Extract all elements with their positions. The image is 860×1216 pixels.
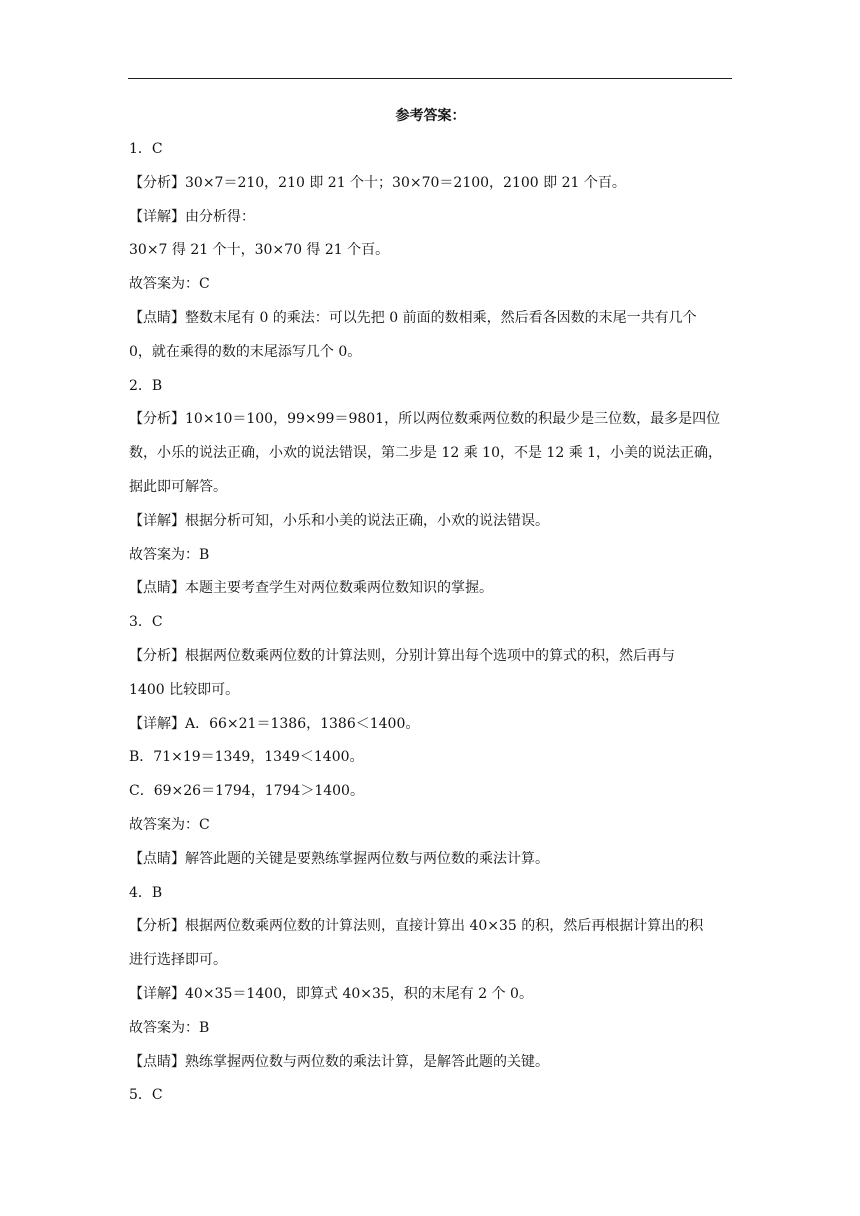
answer-4-analysis: 【分析】根据两位数乘两位数的计算法则，直接计算出 40×35 的积，然后再根据计算出的积 [129, 918, 704, 935]
answer-3-analysis: 【分析】根据两位数乘两位数的计算法则，分别计算出每个选项中的算式的积，然后再与 [129, 647, 675, 664]
answer-4-result: 故答案为：B [129, 1019, 210, 1036]
answer-3-choice: 3．C [129, 614, 163, 631]
header-rule [128, 78, 732, 79]
answer-3-detail-b: B．71×19＝1349，1349＜1400。 [129, 749, 364, 766]
answer-3-tip: 【点睛】解答此题的关键是要熟练掌握两位数与两位数的乘法计算。 [129, 850, 549, 867]
answer-1-detail: 【详解】由分析得： [129, 208, 255, 225]
answer-2-result: 故答案为：B [129, 546, 210, 563]
answer-1-tip-continued: 0，就在乘得的数的末尾添写几个 0。 [129, 343, 362, 360]
answer-2-analysis: 【分析】10×10＝100，99×99＝9801，所以两位数乘两位数的积最少是三位数，最多是四位 [129, 411, 721, 428]
answer-4-tip: 【点睛】熟练掌握两位数与两位数的乘法计算，是解答此题的关键。 [129, 1053, 549, 1070]
answer-4-analysis-continued: 进行选择即可。 [129, 952, 227, 969]
answer-1-analysis: 【分析】30×7＝210，210 即 21 个十；30×70＝2100，2100 即 21 个百。 [129, 174, 626, 191]
answer-2-tip: 【点睛】本题主要考查学生对两位数乘两位数知识的掌握。 [129, 580, 493, 597]
answer-1-choice: 1．C [129, 141, 163, 157]
answer-2-detail: 【详解】根据分析可知，小乐和小美的说法正确，小欢的说法错误。 [129, 512, 549, 529]
answer-3-result: 故答案为：C [129, 816, 210, 833]
answer-title: 参考答案： [395, 108, 466, 124]
answer-2-choice: 2．B [129, 377, 163, 394]
answer-content [129, 99, 732, 1113]
answer-1-result: 故答案为：C [129, 276, 210, 293]
answer-4-choice: 4．B [129, 884, 163, 901]
answer-5-choice: 5．C [129, 1087, 163, 1104]
answer-3-detail-a: 【详解】A．66×21＝1386，1386＜1400。 [129, 715, 420, 732]
answer-2-analysis-end: 据此即可解答。 [129, 478, 227, 495]
answer-3-detail-c: C．69×26＝1794，1794＞1400。 [129, 783, 364, 800]
answer-1-tip: 【点睛】整数末尾有 0 的乘法：可以先把 0 前面的数相乘，然后看各因数的末尾一共有几个 [129, 309, 697, 326]
answer-4-detail: 【详解】40×35＝1400，即算式 40×35，积的末尾有 2 个 0。 [129, 985, 533, 1002]
answer-2-analysis-continued: 数，小乐的说法正确，小欢的说法错误，第二步是 12 乘 10，不是 12 乘 1，小美的说法正确， [129, 445, 723, 462]
answer-1-detail-line: 30×7 得 21 个十，30×70 得 21 个百。 [129, 242, 390, 259]
answer-3-analysis-continued: 1400 比较即可。 [129, 681, 240, 698]
